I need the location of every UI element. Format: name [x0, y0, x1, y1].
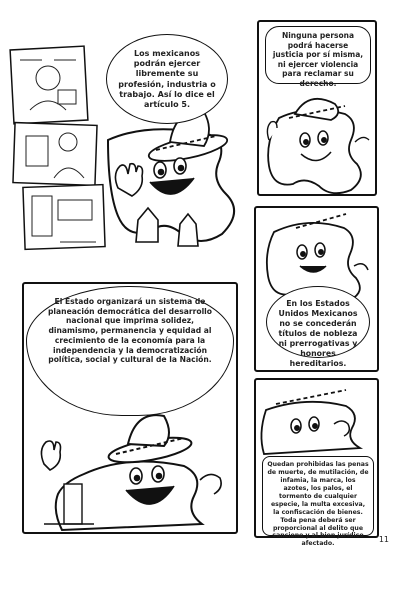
speech-bubble-justice: Ninguna persona podrá hacerse justicia por sí misma, ni ejercer violencia para reclamar su derecho. — [265, 26, 371, 84]
speech-bubble-development: El Estado organizará un sistema de planeación democrática del desarrollo nacional que imprima solidez, dinamismo, permanencia y equidad al crecimiento de la economía para la independencia y la democratización política, social y cultural de la Nación. — [26, 286, 234, 416]
speech-bubble-profession: Los mexicanos podrán ejercer libremente su profesión, industria o trabajo. Así lo dice el artículo 5. — [106, 34, 228, 124]
panel-nobility — [254, 206, 379, 372]
speech-bubble-penalties: Quedan prohibidas las penas de muerte, de mutilación, de infamia, la marca, los azotes, los palos, el tormento de cualquier especie, la multa excesiva, la confiscación de bienes. Toda pena deberá ser proporcional al delito que sancione y al bien jurídico afectado. — [262, 456, 374, 536]
panel-penalties — [254, 378, 379, 548]
speech-bubble-nobility: En los Estados Unidos Mexicanos no se concederán títulos de nobleza ni prerrogativas y honores hereditarios. — [266, 286, 370, 358]
panel-development — [22, 282, 238, 534]
page-number: 11 — [378, 535, 389, 544]
panel-justice — [257, 20, 377, 196]
panel-profession — [10, 20, 247, 252]
